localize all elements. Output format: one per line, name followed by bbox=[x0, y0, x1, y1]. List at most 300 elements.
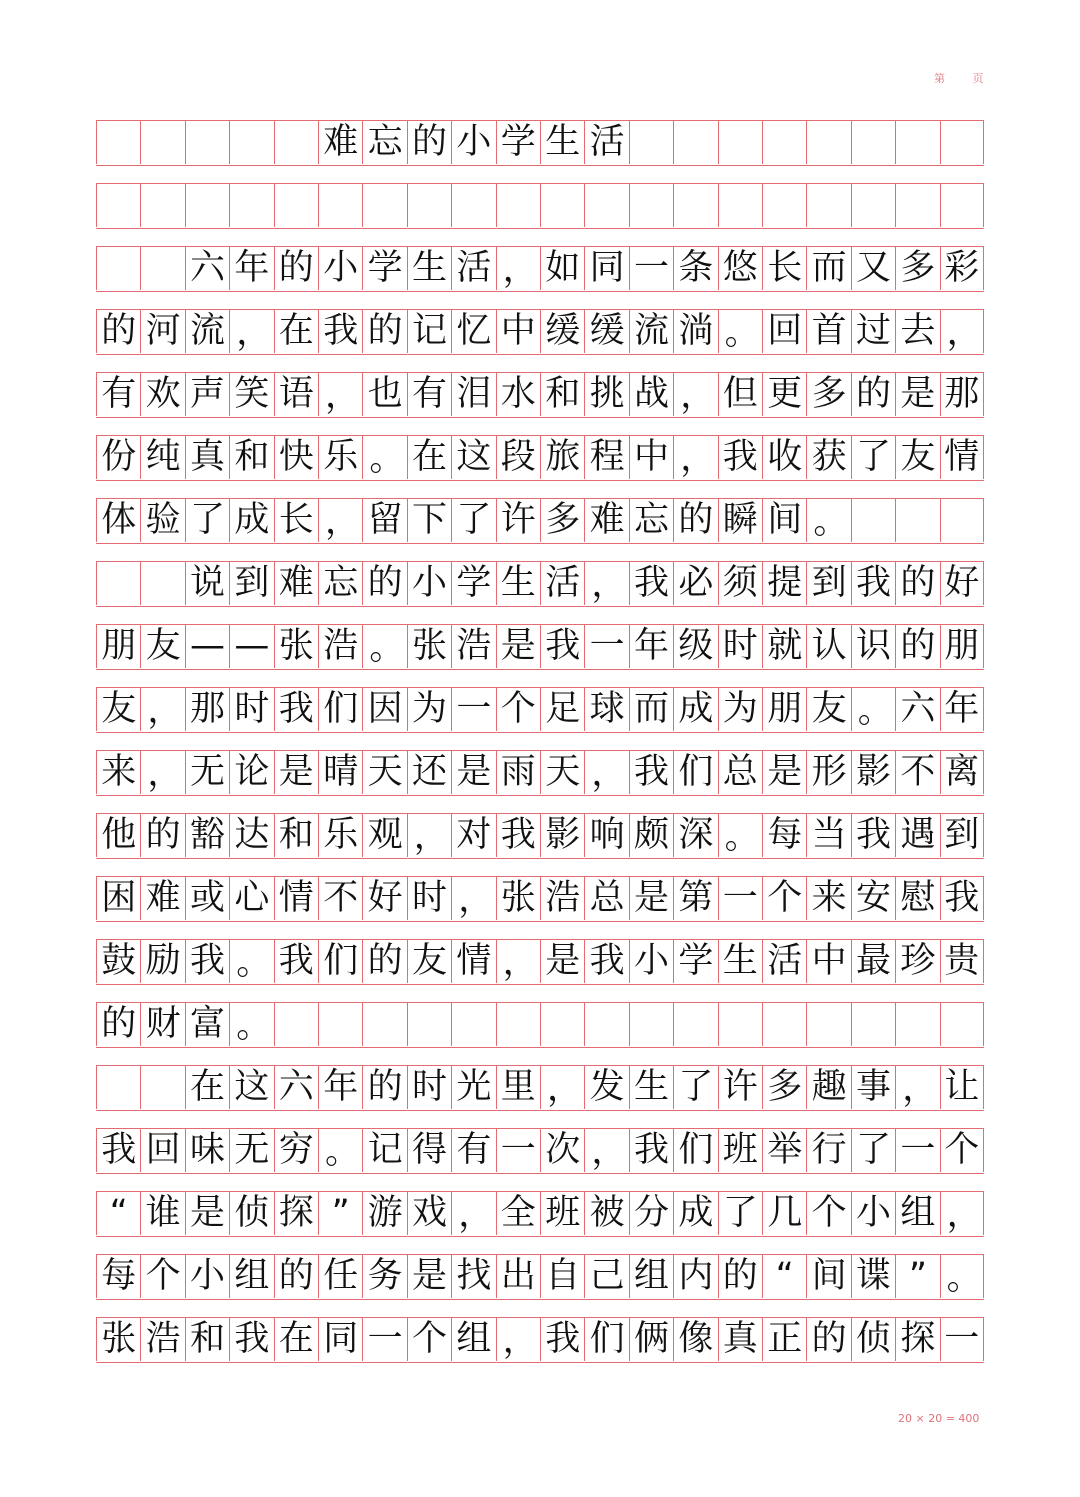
essay-row bbox=[96, 876, 984, 922]
grid-cell: 了 bbox=[851, 1129, 895, 1172]
grid-cell: 活 bbox=[451, 247, 495, 290]
grid-cell: 份 bbox=[96, 436, 140, 479]
grid-cell: ， bbox=[584, 1129, 628, 1172]
grid-cell: 。 bbox=[718, 310, 762, 353]
grid-cell: 间 bbox=[806, 1255, 850, 1298]
grid-cell: 侦 bbox=[229, 1192, 273, 1235]
grid-cell: 说 bbox=[185, 562, 229, 605]
grid-cell: ， bbox=[496, 247, 540, 290]
grid-cell bbox=[718, 184, 762, 227]
grid-cell: 张 bbox=[274, 625, 318, 668]
grid-cell: 。 bbox=[806, 499, 850, 542]
grid-cell bbox=[806, 1003, 850, 1046]
grid-cell: 的 bbox=[362, 1066, 406, 1109]
grid-cell bbox=[851, 1003, 895, 1046]
grid-cell: 第 bbox=[673, 877, 717, 920]
grid-cell: 的 bbox=[274, 247, 318, 290]
grid-cell: 出 bbox=[496, 1255, 540, 1298]
grid-cell: 浩 bbox=[140, 1318, 184, 1361]
grid-cell: 在 bbox=[274, 310, 318, 353]
grid-cell: 条 bbox=[673, 247, 717, 290]
grid-cell: 游 bbox=[362, 1192, 406, 1235]
grid-cell bbox=[629, 184, 673, 227]
grid-cell bbox=[96, 1066, 140, 1109]
grid-cell: 个 bbox=[407, 1318, 451, 1361]
grid-cell: 为 bbox=[718, 688, 762, 731]
grid-cell: 组 bbox=[895, 1192, 939, 1235]
essay-row bbox=[96, 1128, 984, 1174]
grid-cell: 富 bbox=[185, 1003, 229, 1046]
grid-cell: 全 bbox=[496, 1192, 540, 1235]
grid-cell bbox=[318, 184, 362, 227]
grid-cell: 小 bbox=[407, 562, 451, 605]
grid-cell: 珍 bbox=[895, 940, 939, 983]
grid-cell bbox=[229, 121, 273, 164]
grid-cell: 是 bbox=[407, 1255, 451, 1298]
grid-cell: 我 bbox=[851, 814, 895, 857]
grid-cell bbox=[851, 184, 895, 227]
grid-cell bbox=[718, 1003, 762, 1046]
grid-cell: 。 bbox=[362, 625, 406, 668]
grid-cell: 一 bbox=[451, 688, 495, 731]
grid-cell: 我 bbox=[629, 562, 673, 605]
grid-cell: 验 bbox=[140, 499, 184, 542]
grid-cell: 小 bbox=[185, 1255, 229, 1298]
grid-cell: 不 bbox=[895, 751, 939, 794]
page-number-label: 第 页 bbox=[934, 72, 996, 85]
grid-cell: 因 bbox=[362, 688, 406, 731]
grid-cell: 间 bbox=[762, 499, 806, 542]
grid-cell: 的 bbox=[274, 1255, 318, 1298]
grid-cell bbox=[274, 121, 318, 164]
grid-cell: 己 bbox=[584, 1255, 628, 1298]
grid-cell: 和 bbox=[185, 1318, 229, 1361]
grid-cell: 张 bbox=[96, 1318, 140, 1361]
grid-cell: 年 bbox=[629, 625, 673, 668]
grid-cell: 忘 bbox=[318, 562, 362, 605]
grid-cell: 忘 bbox=[629, 499, 673, 542]
grid-cell: 总 bbox=[584, 877, 628, 920]
grid-cell: 趣 bbox=[806, 1066, 850, 1109]
grid-cell: 慰 bbox=[895, 877, 939, 920]
grid-cell: 的 bbox=[362, 310, 406, 353]
grid-cell: 一 bbox=[496, 1129, 540, 1172]
grid-cell bbox=[940, 1003, 984, 1046]
grid-cell: 同 bbox=[318, 1318, 362, 1361]
grid-cell: 味 bbox=[185, 1129, 229, 1172]
grid-cell: 记 bbox=[362, 1129, 406, 1172]
grid-cell bbox=[629, 121, 673, 164]
grid-cell bbox=[140, 121, 184, 164]
grid-cell: 在 bbox=[185, 1066, 229, 1109]
grid-cell bbox=[496, 184, 540, 227]
grid-cell: 难 bbox=[584, 499, 628, 542]
grid-cell: 友 bbox=[407, 940, 451, 983]
grid-cell: 来 bbox=[806, 877, 850, 920]
grid-cell: 长 bbox=[762, 247, 806, 290]
grid-cell: 笑 bbox=[229, 373, 273, 416]
grid-cell: 多 bbox=[895, 247, 939, 290]
grid-cell: 水 bbox=[496, 373, 540, 416]
grid-cell: ， bbox=[540, 1066, 584, 1109]
grid-cell bbox=[673, 121, 717, 164]
grid-cell: 认 bbox=[806, 625, 850, 668]
grid-cell bbox=[584, 184, 628, 227]
grid-cell: 朋 bbox=[96, 625, 140, 668]
grid-cell: 这 bbox=[229, 1066, 273, 1109]
grid-cell: 安 bbox=[851, 877, 895, 920]
grid-cell: 那 bbox=[940, 373, 984, 416]
grid-cell: 到 bbox=[229, 562, 273, 605]
grid-paper-sheet bbox=[96, 120, 984, 1374]
grid-cell: 是 bbox=[496, 625, 540, 668]
grid-cell: 情 bbox=[451, 940, 495, 983]
grid-cell bbox=[140, 184, 184, 227]
grid-cell bbox=[140, 562, 184, 605]
grid-cell: ， bbox=[584, 562, 628, 605]
grid-cell: 晴 bbox=[318, 751, 362, 794]
grid-cell: 被 bbox=[584, 1192, 628, 1235]
grid-cell bbox=[895, 499, 939, 542]
grid-cell: 形 bbox=[806, 751, 850, 794]
grid-cell: 六 bbox=[895, 688, 939, 731]
grid-cell: 彩 bbox=[940, 247, 984, 290]
grid-cell bbox=[673, 184, 717, 227]
grid-cell: 发 bbox=[584, 1066, 628, 1109]
grid-cell: 在 bbox=[407, 436, 451, 479]
grid-cell: 举 bbox=[762, 1129, 806, 1172]
grid-cell: 了 bbox=[673, 1066, 717, 1109]
grid-cell: “ bbox=[96, 1192, 140, 1235]
grid-cell: 小 bbox=[451, 121, 495, 164]
grid-cell: 更 bbox=[762, 373, 806, 416]
essay-row bbox=[96, 687, 984, 733]
grid-cell: 励 bbox=[140, 940, 184, 983]
grid-cell: 回 bbox=[140, 1129, 184, 1172]
essay-row bbox=[96, 183, 984, 229]
grid-cell: 忘 bbox=[362, 121, 406, 164]
grid-cell: “ bbox=[762, 1255, 806, 1298]
grid-cell: 雨 bbox=[496, 751, 540, 794]
grid-cell: 影 bbox=[540, 814, 584, 857]
grid-cell: 我 bbox=[851, 562, 895, 605]
grid-cell: 生 bbox=[496, 562, 540, 605]
grid-cell: 的 bbox=[362, 940, 406, 983]
grid-cell: 我 bbox=[318, 310, 362, 353]
grid-cell: 友 bbox=[895, 436, 939, 479]
grid-cell bbox=[540, 1003, 584, 1046]
grid-cell: 了 bbox=[451, 499, 495, 542]
grid-cell: 像 bbox=[673, 1318, 717, 1361]
grid-cell: 们 bbox=[318, 940, 362, 983]
grid-cell: 得 bbox=[407, 1129, 451, 1172]
grid-cell: 们 bbox=[318, 688, 362, 731]
grid-cell: ” bbox=[318, 1192, 362, 1235]
grid-cell: 小 bbox=[629, 940, 673, 983]
grid-cell: 但 bbox=[718, 373, 762, 416]
grid-cell: 乐 bbox=[318, 436, 362, 479]
grid-cell: 深 bbox=[673, 814, 717, 857]
grid-cell: 我 bbox=[629, 751, 673, 794]
grid-cell bbox=[96, 121, 140, 164]
grid-cell: 探 bbox=[895, 1318, 939, 1361]
grid-cell: 任 bbox=[318, 1255, 362, 1298]
grid-cell: 泪 bbox=[451, 373, 495, 416]
grid-cell: 财 bbox=[140, 1003, 184, 1046]
grid-cell: 许 bbox=[496, 499, 540, 542]
grid-cell: 我 bbox=[718, 436, 762, 479]
grid-cell: 离 bbox=[940, 751, 984, 794]
grid-cell: 个 bbox=[496, 688, 540, 731]
essay-row bbox=[96, 1002, 984, 1048]
grid-cell: 谍 bbox=[851, 1255, 895, 1298]
grid-cell: 几 bbox=[762, 1192, 806, 1235]
grid-cell bbox=[851, 121, 895, 164]
grid-cell: 淌 bbox=[673, 310, 717, 353]
grid-cell bbox=[185, 121, 229, 164]
grid-cell: 贵 bbox=[940, 940, 984, 983]
grid-cell: 每 bbox=[762, 814, 806, 857]
grid-cell: 我 bbox=[496, 814, 540, 857]
grid-cell: 缓 bbox=[584, 310, 628, 353]
grid-cell: 。 bbox=[318, 1129, 362, 1172]
grid-cell: 们 bbox=[673, 1129, 717, 1172]
grid-cell: ， bbox=[940, 310, 984, 353]
essay-row bbox=[96, 309, 984, 355]
grid-cell: 流 bbox=[185, 310, 229, 353]
grid-cell: 穷 bbox=[274, 1129, 318, 1172]
grid-cell: 是 bbox=[185, 1192, 229, 1235]
grid-cell: 总 bbox=[718, 751, 762, 794]
grid-cell: 我 bbox=[274, 940, 318, 983]
grid-cell: 个 bbox=[940, 1129, 984, 1172]
essay-row bbox=[96, 624, 984, 670]
grid-cell: 自 bbox=[540, 1255, 584, 1298]
grid-cell: 的 bbox=[895, 562, 939, 605]
grid-cell: 过 bbox=[851, 310, 895, 353]
grid-cell: 难 bbox=[274, 562, 318, 605]
grid-cell: 而 bbox=[806, 247, 850, 290]
grid-cell: 难 bbox=[140, 877, 184, 920]
grid-cell: 挑 bbox=[584, 373, 628, 416]
grid-cell: 级 bbox=[673, 625, 717, 668]
grid-cell: 了 bbox=[851, 436, 895, 479]
grid-cell: 天 bbox=[362, 751, 406, 794]
grid-cell: 瞬 bbox=[718, 499, 762, 542]
grid-cell: 。 bbox=[718, 814, 762, 857]
grid-cell: 。 bbox=[940, 1255, 984, 1298]
grid-cell bbox=[140, 247, 184, 290]
grid-cell bbox=[318, 1003, 362, 1046]
grid-cell: 这 bbox=[451, 436, 495, 479]
grid-cell: 有 bbox=[407, 373, 451, 416]
grid-cell: 我 bbox=[274, 688, 318, 731]
grid-cell bbox=[940, 184, 984, 227]
essay-row bbox=[96, 1191, 984, 1237]
grid-cell bbox=[762, 184, 806, 227]
grid-cell: 时 bbox=[229, 688, 273, 731]
grid-cell: 是 bbox=[540, 940, 584, 983]
grid-cell: 忆 bbox=[451, 310, 495, 353]
grid-cell: 生 bbox=[718, 940, 762, 983]
grid-cell: 朋 bbox=[762, 688, 806, 731]
grid-cell: 当 bbox=[806, 814, 850, 857]
grid-cell: 声 bbox=[185, 373, 229, 416]
grid-cell: 是 bbox=[895, 373, 939, 416]
grid-cell bbox=[407, 184, 451, 227]
grid-cell: 的 bbox=[718, 1255, 762, 1298]
grid-capacity-label: 20 × 20 = 400 bbox=[898, 1412, 980, 1425]
grid-cell: 和 bbox=[274, 814, 318, 857]
grid-cell bbox=[762, 1003, 806, 1046]
grid-cell: 观 bbox=[362, 814, 406, 857]
grid-cell: 活 bbox=[540, 562, 584, 605]
grid-cell: 的 bbox=[851, 373, 895, 416]
grid-cell: 戏 bbox=[407, 1192, 451, 1235]
grid-cell: 和 bbox=[229, 436, 273, 479]
essay-row bbox=[96, 1317, 984, 1363]
grid-cell bbox=[806, 184, 850, 227]
grid-cell: 让 bbox=[940, 1066, 984, 1109]
grid-cell: 多 bbox=[762, 1066, 806, 1109]
grid-cell bbox=[274, 184, 318, 227]
grid-cell: 六 bbox=[185, 247, 229, 290]
grid-cell: 或 bbox=[185, 877, 229, 920]
grid-cell: 欢 bbox=[140, 373, 184, 416]
grid-cell: ， bbox=[451, 877, 495, 920]
grid-cell: 成 bbox=[229, 499, 273, 542]
grid-cell: ， bbox=[584, 751, 628, 794]
grid-cell: 的 bbox=[806, 1318, 850, 1361]
grid-cell: 一 bbox=[718, 877, 762, 920]
essay-row bbox=[96, 498, 984, 544]
grid-cell: ， bbox=[318, 499, 362, 542]
grid-cell bbox=[629, 1003, 673, 1046]
grid-cell bbox=[851, 499, 895, 542]
grid-cell: 而 bbox=[629, 688, 673, 731]
grid-cell: ， bbox=[451, 1192, 495, 1235]
grid-cell: ， bbox=[895, 1066, 939, 1109]
grid-cell: 。 bbox=[229, 940, 273, 983]
grid-cell: 了 bbox=[185, 499, 229, 542]
grid-cell: 下 bbox=[407, 499, 451, 542]
grid-cell: 时 bbox=[407, 1066, 451, 1109]
grid-cell: — bbox=[185, 625, 229, 668]
grid-cell: 的 bbox=[407, 121, 451, 164]
grid-cell bbox=[940, 499, 984, 542]
grid-cell: 多 bbox=[540, 499, 584, 542]
grid-cell: 班 bbox=[718, 1129, 762, 1172]
essay-row bbox=[96, 1254, 984, 1300]
grid-cell: 无 bbox=[229, 1129, 273, 1172]
grid-cell: 生 bbox=[629, 1066, 673, 1109]
grid-cell: 的 bbox=[96, 310, 140, 353]
grid-cell: 张 bbox=[496, 877, 540, 920]
grid-cell: 快 bbox=[274, 436, 318, 479]
grid-cell: 收 bbox=[762, 436, 806, 479]
grid-cell: 记 bbox=[407, 310, 451, 353]
grid-cell: 同 bbox=[584, 247, 628, 290]
grid-cell: 次 bbox=[540, 1129, 584, 1172]
grid-cell: 我 bbox=[185, 940, 229, 983]
grid-cell: 乐 bbox=[318, 814, 362, 857]
grid-cell bbox=[673, 1003, 717, 1046]
grid-cell: 探 bbox=[274, 1192, 318, 1235]
grid-cell: 学 bbox=[496, 121, 540, 164]
grid-cell: 好 bbox=[940, 562, 984, 605]
grid-cell: 事 bbox=[851, 1066, 895, 1109]
grid-cell: 许 bbox=[718, 1066, 762, 1109]
essay-row bbox=[96, 750, 984, 796]
grid-cell: 的 bbox=[96, 1003, 140, 1046]
grid-cell: 是 bbox=[451, 751, 495, 794]
grid-cell: 友 bbox=[96, 688, 140, 731]
grid-cell: 学 bbox=[673, 940, 717, 983]
grid-cell: 真 bbox=[718, 1318, 762, 1361]
grid-cell: 有 bbox=[451, 1129, 495, 1172]
grid-cell: ， bbox=[496, 1318, 540, 1361]
grid-cell: 了 bbox=[718, 1192, 762, 1235]
grid-cell: 时 bbox=[407, 877, 451, 920]
grid-cell: 为 bbox=[407, 688, 451, 731]
grid-cell: 达 bbox=[229, 814, 273, 857]
grid-cell: 是 bbox=[629, 877, 673, 920]
grid-cell: 天 bbox=[540, 751, 584, 794]
essay-row bbox=[96, 1065, 984, 1111]
grid-cell: 体 bbox=[96, 499, 140, 542]
grid-cell: 年 bbox=[318, 1066, 362, 1109]
grid-cell: 到 bbox=[940, 814, 984, 857]
grid-cell: 无 bbox=[185, 751, 229, 794]
grid-cell: 多 bbox=[806, 373, 850, 416]
grid-cell: 生 bbox=[407, 247, 451, 290]
grid-cell bbox=[806, 121, 850, 164]
grid-cell bbox=[762, 121, 806, 164]
grid-cell: 一 bbox=[895, 1129, 939, 1172]
grid-cell bbox=[895, 1003, 939, 1046]
grid-cell bbox=[362, 1003, 406, 1046]
grid-cell: 在 bbox=[274, 1318, 318, 1361]
grid-cell: 论 bbox=[229, 751, 273, 794]
grid-cell: 必 bbox=[673, 562, 717, 605]
grid-cell: 我 bbox=[540, 1318, 584, 1361]
grid-cell: 识 bbox=[851, 625, 895, 668]
grid-cell: ， bbox=[673, 373, 717, 416]
grid-cell: 影 bbox=[851, 751, 895, 794]
grid-cell: 程 bbox=[584, 436, 628, 479]
grid-cell: 响 bbox=[584, 814, 628, 857]
essay-row bbox=[96, 372, 984, 418]
grid-cell: 们 bbox=[584, 1318, 628, 1361]
grid-cell: 流 bbox=[629, 310, 673, 353]
grid-cell: 我 bbox=[229, 1318, 273, 1361]
essay-row bbox=[96, 939, 984, 985]
grid-cell bbox=[451, 184, 495, 227]
grid-cell: 俩 bbox=[629, 1318, 673, 1361]
grid-cell: ， bbox=[940, 1192, 984, 1235]
grid-cell: 是 bbox=[274, 751, 318, 794]
grid-cell: 不 bbox=[318, 877, 362, 920]
grid-cell bbox=[229, 184, 273, 227]
grid-cell: 光 bbox=[451, 1066, 495, 1109]
grid-cell: 心 bbox=[229, 877, 273, 920]
grid-cell: 我 bbox=[629, 1129, 673, 1172]
grid-cell: 回 bbox=[762, 310, 806, 353]
grid-cell: 每 bbox=[96, 1255, 140, 1298]
grid-cell: 好 bbox=[362, 877, 406, 920]
grid-cell: 的 bbox=[673, 499, 717, 542]
grid-cell: 纯 bbox=[140, 436, 184, 479]
